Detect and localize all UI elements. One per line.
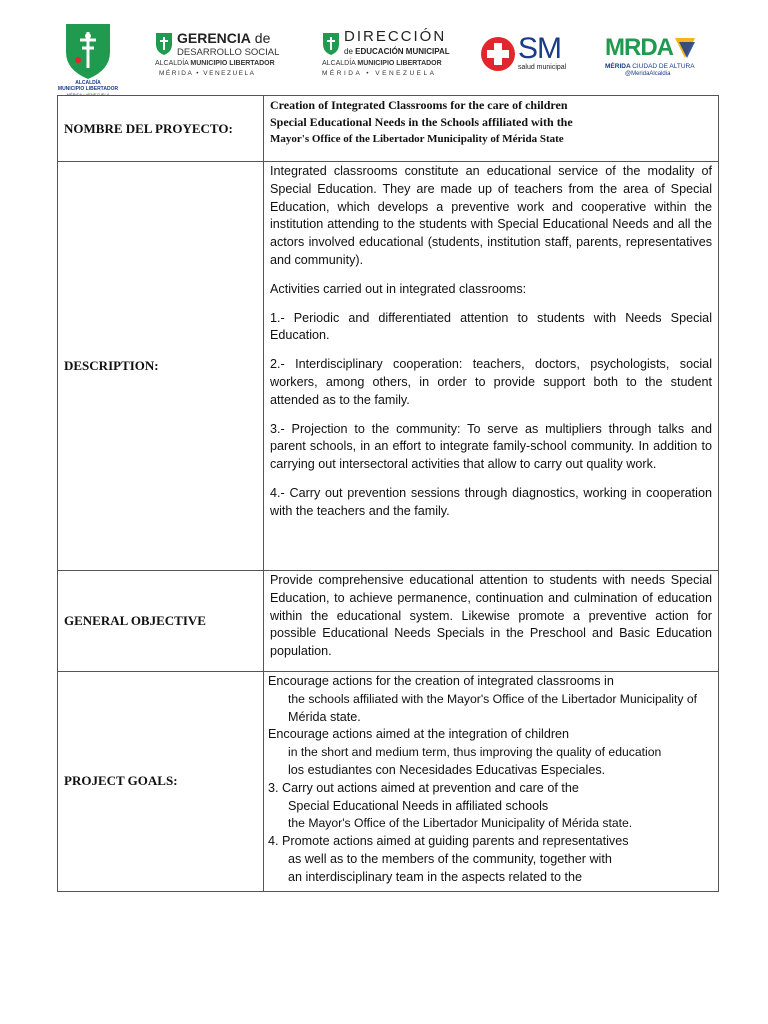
goal-line: the Mayor's Office of the Libertador Municipality of Mérida state. xyxy=(288,816,633,831)
mrda-mark: MRDA xyxy=(605,34,673,61)
logo-header xyxy=(0,0,768,96)
row-label: NOMBRE DEL PROYECTO: xyxy=(58,96,264,162)
salud-municipal-logo xyxy=(480,32,580,76)
goals-cell xyxy=(264,672,719,892)
description-paragraph: 3.- Projection to the community: To serve as multipliers through talks and parent schools, in an effort to integrate family-school community. In addition to carrying out intersectoral activities that allow to carry out quality work. xyxy=(270,421,712,472)
direccion-logo: DIRECCIÓN de EDUCACIÓN MUNICIPAL ALCALDÍA MUNICIPIO LIBERTADOR MÉRIDA • VENEZUELA xyxy=(322,28,450,77)
project-name-line: Creation of Integrated Classrooms for the care of children xyxy=(270,98,568,112)
row-label: PROJECT GOALS: xyxy=(58,672,264,892)
goal-line: Encourage actions for the creation of integrated classrooms in xyxy=(268,674,614,688)
table-row xyxy=(58,571,719,672)
goal-line: Special Educational Needs in affiliated schools xyxy=(288,798,549,813)
alcaldia-logo xyxy=(57,22,119,102)
merida-logo: MRDA MÉRIDA CIUDAD DE ALTURA @MeridaAlcaldia xyxy=(605,36,705,80)
row-label: DESCRIPTION: xyxy=(58,162,264,571)
goal-line: an interdisciplinary team in the aspects related to the xyxy=(288,869,583,884)
gerencia-emblem-icon xyxy=(155,32,173,56)
objective-cell: Provide comprehensive educational attention to students with needs Special Education, to achieve permanence, continuation and culmination of education within the educational system. Likewise promote a preventive action for possible Educational Needs Specials in the Preschool and Basic Education population. xyxy=(264,571,719,672)
table-row xyxy=(58,672,719,892)
description-paragraph: 4.- Carry out prevention sessions through diagnostics, working in cooperation with the teachers and the family. xyxy=(270,485,712,518)
gerencia-subtitle: DESARROLLO SOCIAL xyxy=(177,47,280,58)
alcaldia-shield-icon xyxy=(64,22,112,80)
goal-line: Encourage actions aimed at the integration of children xyxy=(268,727,570,742)
salud-cross-icon xyxy=(480,36,516,72)
direccion-title: DIRECCIÓN xyxy=(344,28,447,45)
goal-line: los estudiantes con Necesidades Educativas Especiales. xyxy=(288,762,606,777)
salud-mark: SM xyxy=(518,32,561,65)
goal-line: 4. Promote actions aimed at guiding parents and representatives xyxy=(268,834,629,849)
description-paragraph: 1.- Periodic and differentiated attention to students with Needs Special Education. xyxy=(270,310,712,343)
project-table xyxy=(57,95,719,892)
description-cell xyxy=(264,162,719,571)
goal-line: as well as to the members of the community, together with xyxy=(288,851,612,866)
gerencia-title: GERENCIA xyxy=(177,30,251,46)
goal-line: the schools affiliated with the Mayor's Office of the Libertador Municipality of xyxy=(288,691,698,706)
description-paragraph: Integrated classrooms constitute an educational service of the modality of Special Education. They are made up of teachers from the area of Special Education, which develops a preventive work and cooperative within the institution attending to the students with Special Educational Needs and all the actors involved educational (students, institution staff, parents, representatives and community). xyxy=(270,164,712,267)
salud-caption: salud municipal xyxy=(518,64,567,71)
table-row xyxy=(58,96,719,162)
direccion-emblem-icon xyxy=(322,32,340,56)
description-paragraph: 2.- Interdisciplinary cooperation: teachers, doctors, psychologists, social workers, among others, in order to provide support both to the student attended as to the family. xyxy=(270,357,712,407)
project-name-line: Special Educational Needs in the Schools affiliated with the xyxy=(270,115,573,129)
description-paragraph: Activities carried out in integrated classrooms: xyxy=(270,281,527,296)
alcaldia-caption: ALCALDÍA MUNICIPIO LIBERTADOR MÉRIDA • VENEZUELA xyxy=(57,80,119,97)
project-name-cell xyxy=(264,96,719,162)
gerencia-logo: GERENCIA de DESARROLLO SOCIAL ALCALDÍA MUNICIPIO LIBERTADOR MÉRIDA • VENEZUELA xyxy=(155,30,280,77)
goal-line: 3. Carry out actions aimed at prevention and care of the xyxy=(268,780,579,795)
project-name-line: Mayor's Office of the Libertador Municipality of Mérida State xyxy=(270,133,564,145)
row-label: GENERAL OBJECTIVE xyxy=(58,571,264,672)
table-row xyxy=(58,162,719,571)
mrda-handle: @MeridaAlcaldia xyxy=(625,71,671,77)
goal-line: in the short and medium term, thus improving the quality of education xyxy=(288,745,662,760)
goal-line: Mérida state. xyxy=(288,709,361,724)
